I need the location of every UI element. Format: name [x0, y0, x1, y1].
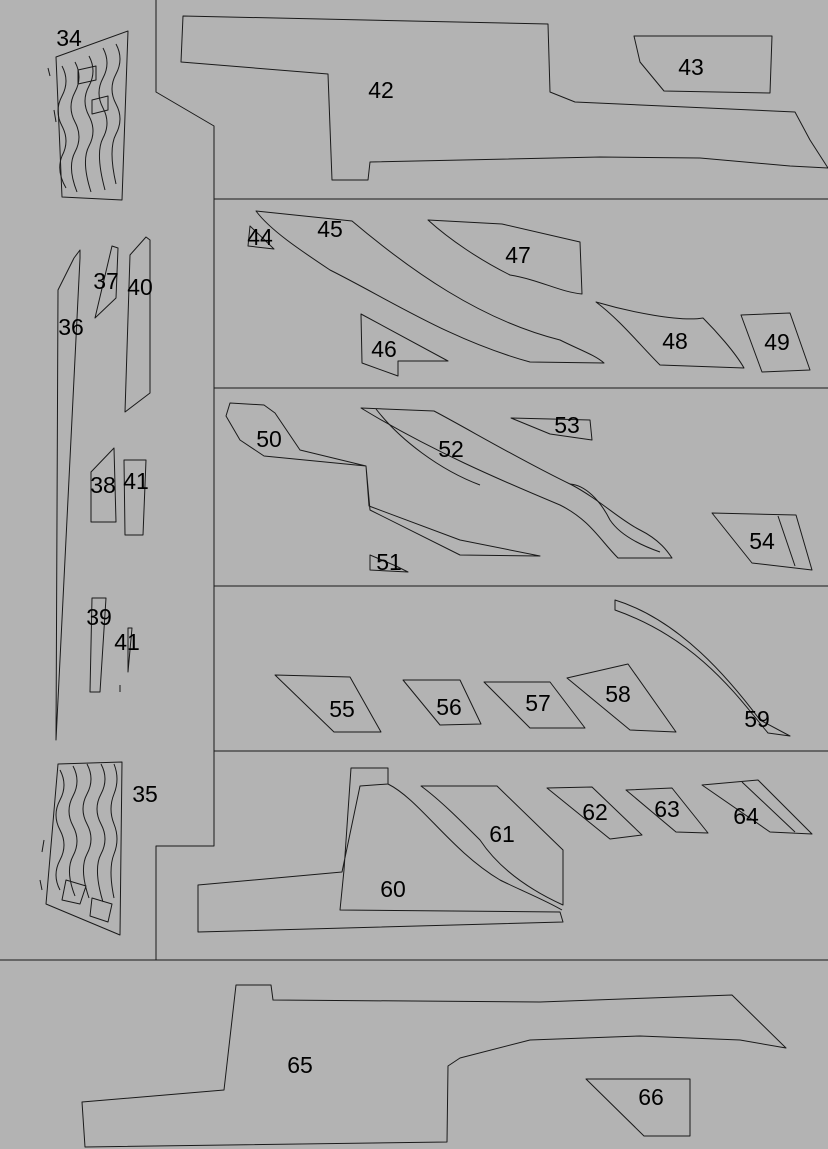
label-63: 63: [654, 796, 680, 823]
label-51: 51: [376, 549, 402, 576]
label-37: 37: [93, 268, 119, 295]
label-46: 46: [371, 336, 397, 363]
label-41b: 41: [114, 629, 140, 656]
piece-34-wave-pattern: [48, 44, 120, 192]
label-38: 38: [90, 472, 116, 499]
label-36: 36: [58, 314, 84, 341]
piece-52-inner: [376, 409, 660, 552]
label-61: 61: [489, 821, 515, 848]
piece-40: [125, 237, 150, 412]
label-62: 62: [582, 799, 608, 826]
label-34: 34: [56, 25, 82, 52]
piece-54-inner: [778, 516, 795, 566]
piece-42: [181, 16, 828, 180]
piece-55: [275, 675, 381, 732]
label-39: 39: [86, 604, 112, 631]
label-45: 45: [317, 216, 343, 243]
label-54: 54: [749, 528, 775, 555]
label-59: 59: [744, 706, 770, 733]
label-65: 65: [287, 1052, 313, 1079]
piece-65: [82, 985, 786, 1147]
label-48: 48: [662, 328, 688, 355]
label-49: 49: [764, 329, 790, 356]
label-40: 40: [127, 274, 153, 301]
label-56: 56: [436, 694, 462, 721]
piece-34: [48, 31, 128, 200]
label-57: 57: [525, 690, 551, 717]
piece-35: [40, 762, 122, 935]
piece-60: [198, 768, 563, 932]
label-60: 60: [380, 876, 406, 903]
label-42: 42: [368, 77, 394, 104]
label-64: 64: [733, 803, 759, 830]
label-43: 43: [678, 54, 704, 81]
label-52: 52: [438, 436, 464, 463]
label-47: 47: [505, 242, 531, 269]
part-number-labels: [56, 25, 790, 1110]
label-66: 66: [638, 1084, 664, 1111]
label-41a: 41: [123, 468, 149, 495]
piece-34-outline: [56, 31, 128, 200]
label-55: 55: [329, 696, 355, 723]
label-53: 53: [554, 412, 580, 439]
label-44: 44: [247, 224, 273, 251]
left-column-border: [156, 0, 214, 960]
label-58: 58: [605, 681, 631, 708]
piece-53: [511, 418, 592, 440]
label-50: 50: [256, 426, 282, 453]
label-35: 35: [132, 781, 158, 808]
